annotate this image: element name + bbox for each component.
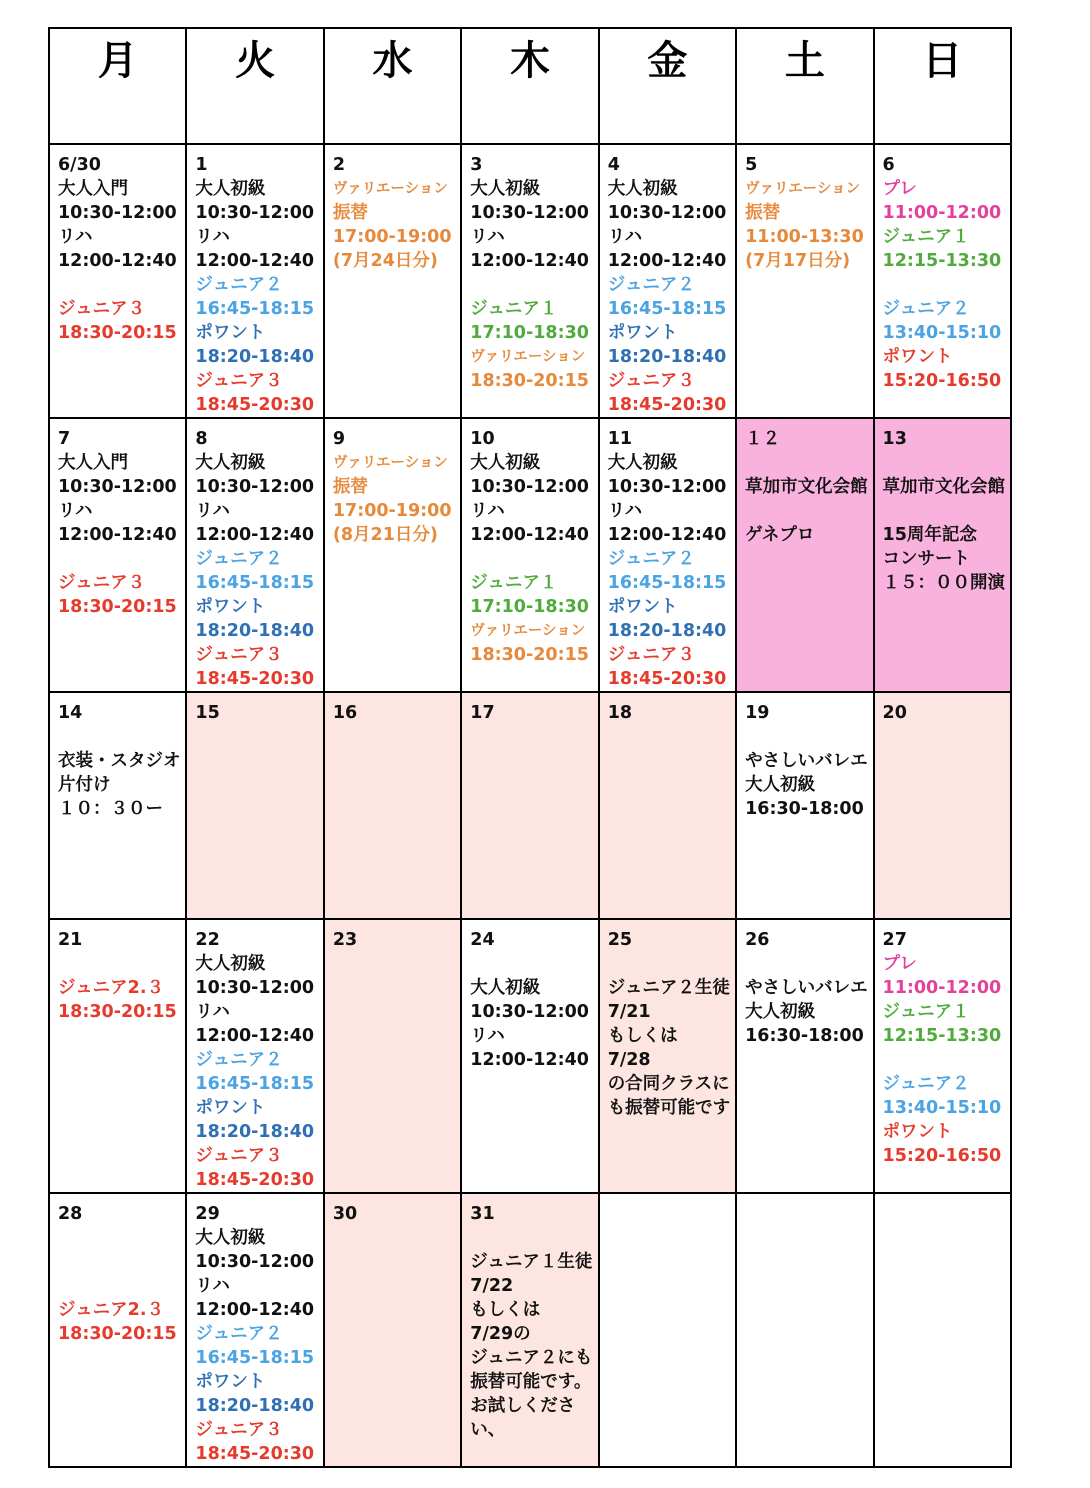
day-content xyxy=(50,419,185,619)
schedule-line: 草加市文化会館 xyxy=(745,477,868,497)
day-number: 20 xyxy=(882,703,907,723)
schedule-line: 17:00-19:00 xyxy=(332,501,452,521)
schedule-line: 7/28 xyxy=(607,1050,651,1070)
weekday-wed: 水 xyxy=(324,28,461,144)
schedule-line: 15周年記念 xyxy=(882,525,977,545)
day-content xyxy=(462,145,597,393)
day-content xyxy=(737,419,872,547)
schedule-line: 12:00-12:40 xyxy=(58,525,177,545)
schedule-line: プレ xyxy=(882,179,917,199)
schedule-line: 振替 xyxy=(332,477,368,497)
schedule-line: 17:10-18:30 xyxy=(470,323,589,343)
day-cell xyxy=(186,1193,323,1467)
schedule-line: 大人初級 xyxy=(745,775,816,795)
day-cell xyxy=(599,692,736,919)
schedule-line: 11:00-12:00 xyxy=(882,978,1002,998)
schedule-line: 18:30-20:15 xyxy=(470,645,589,665)
day-content xyxy=(325,920,460,952)
schedule-line xyxy=(58,273,185,297)
schedule-line: １０：３０ー xyxy=(58,799,163,819)
schedule-line xyxy=(608,952,735,976)
day-cell xyxy=(874,418,1011,692)
schedule-line: 12:00-12:40 xyxy=(607,251,727,271)
schedule-line: 大人初級 xyxy=(607,453,678,473)
schedule-line: ジュニア３ xyxy=(195,645,283,665)
schedule-line: ジュニア３ xyxy=(58,299,146,319)
week-row xyxy=(49,418,1011,692)
day-number: 19 xyxy=(745,703,770,723)
week-row xyxy=(49,1193,1011,1467)
day-number: 23 xyxy=(332,930,358,950)
schedule-line xyxy=(745,451,872,475)
schedule-line: ポワント xyxy=(882,1122,953,1142)
schedule-line: 7/22 xyxy=(470,1276,514,1296)
schedule-line: リハ xyxy=(470,227,505,247)
schedule-line: ポワント xyxy=(195,1098,266,1118)
day-content xyxy=(50,1194,185,1346)
day-content xyxy=(187,920,322,1192)
day-content xyxy=(462,920,597,1072)
week-row xyxy=(49,144,1011,418)
schedule-line: 10:30-12:00 xyxy=(470,203,589,223)
schedule-line: ジュニア２ xyxy=(195,1050,283,1070)
schedule-line: リハ xyxy=(470,1026,505,1046)
day-number: 30 xyxy=(332,1204,358,1224)
schedule-line: 12:00-12:40 xyxy=(607,525,727,545)
schedule-line: 18:30-20:15 xyxy=(58,1002,177,1022)
schedule-line: 10:30-12:00 xyxy=(607,477,727,497)
schedule-line xyxy=(470,952,597,976)
schedule-line: (8月21日分) xyxy=(332,525,438,545)
schedule-line: ポワント xyxy=(607,323,678,343)
schedule-line: リハ xyxy=(607,501,643,521)
schedule-line: 15:20-16:50 xyxy=(882,1146,1002,1166)
schedule-line: 12:15-13:30 xyxy=(882,251,1002,271)
schedule-line: ジュニア2.３ xyxy=(58,1300,164,1320)
schedule-line: (7月17日分) xyxy=(745,251,851,271)
day-number: 8 xyxy=(195,429,208,449)
day-content xyxy=(600,1194,735,1202)
schedule-line: 12:00-12:40 xyxy=(470,251,589,271)
day-number: 11 xyxy=(607,429,633,449)
day-number: 4 xyxy=(607,155,620,175)
day-cell xyxy=(599,418,736,692)
week-row xyxy=(49,919,1011,1193)
day-cell xyxy=(49,1193,186,1467)
day-content xyxy=(875,920,1010,1168)
day-number: 26 xyxy=(745,930,770,950)
schedule-line xyxy=(58,547,185,571)
day-content xyxy=(50,145,185,345)
day-content xyxy=(875,693,1010,725)
day-number: １２ xyxy=(745,429,781,449)
day-cell xyxy=(599,919,736,1193)
day-number: 1 xyxy=(195,155,208,175)
day-content xyxy=(50,693,185,821)
day-cell xyxy=(324,418,461,692)
day-content xyxy=(462,693,597,725)
schedule-line: 12:00-12:40 xyxy=(470,1050,589,1070)
schedule-line: ジュニア２ xyxy=(195,549,283,569)
day-cell xyxy=(874,692,1011,919)
schedule-line: もしくは xyxy=(607,1026,678,1046)
week-row xyxy=(49,692,1011,919)
schedule-line xyxy=(58,952,185,976)
schedule-line: 18:45-20:30 xyxy=(195,669,315,689)
day-content xyxy=(737,693,872,821)
day-content xyxy=(875,1194,1010,1202)
schedule-line: 10:30-12:00 xyxy=(607,203,727,223)
day-number: 3 xyxy=(470,155,483,175)
schedule-line: 11:00-13:30 xyxy=(745,227,864,247)
day-content xyxy=(325,1194,460,1226)
day-content xyxy=(737,1194,872,1202)
day-content xyxy=(187,145,322,417)
schedule-line: コンサート xyxy=(882,549,971,569)
schedule-line xyxy=(745,725,872,749)
schedule-line: 大人初級 xyxy=(607,179,678,199)
schedule-line: ヴァリエーション xyxy=(745,181,861,197)
schedule-line: リハ xyxy=(195,227,230,247)
schedule-line: 7/21 xyxy=(607,1002,651,1022)
day-number: 17 xyxy=(470,703,495,723)
day-cell xyxy=(599,1193,736,1467)
day-content xyxy=(875,145,1010,393)
schedule-line xyxy=(470,1226,597,1250)
schedule-line: ジュニア１生徒 xyxy=(470,1252,593,1272)
weekday-mon: 月 xyxy=(49,28,186,144)
schedule-line: 18:30-20:15 xyxy=(470,371,589,391)
day-number: 9 xyxy=(332,429,346,449)
schedule-line: ジュニア２ xyxy=(882,299,970,319)
schedule-line xyxy=(58,1226,185,1250)
day-number: 13 xyxy=(882,429,907,449)
day-cell xyxy=(461,418,598,692)
schedule-line: 16:45-18:15 xyxy=(195,1074,315,1094)
schedule-line: ジュニア３ xyxy=(195,1420,283,1440)
weekday-header-row xyxy=(49,28,1011,144)
day-number: 5 xyxy=(745,155,758,175)
day-number: 7 xyxy=(58,429,71,449)
schedule-line: ジュニア２生徒 xyxy=(607,978,730,998)
schedule-line: 16:45-18:15 xyxy=(607,573,727,593)
schedule-line: ヴァリエーション xyxy=(332,455,448,471)
schedule-line: 18:45-20:30 xyxy=(195,1444,315,1464)
schedule-line: 16:45-18:15 xyxy=(195,573,315,593)
schedule-line: ヴァリエーション xyxy=(470,623,586,639)
schedule-line: 10:30-12:00 xyxy=(195,978,315,998)
schedule-line: ジュニア２ xyxy=(882,1074,970,1094)
schedule-line: 草加市文化会館 xyxy=(882,477,1006,497)
schedule-line: ヴァリエーション xyxy=(332,181,448,197)
schedule-line xyxy=(58,1274,185,1298)
schedule-line: リハ xyxy=(58,227,93,247)
day-content xyxy=(600,145,735,417)
schedule-line: ジュニア２にも xyxy=(470,1348,593,1368)
schedule-line: 大人入門 xyxy=(58,179,128,199)
schedule-line: リハ xyxy=(58,501,93,521)
day-cell xyxy=(461,1193,598,1467)
day-content xyxy=(325,145,460,273)
day-content xyxy=(462,419,597,667)
schedule-line: 16:45-18:15 xyxy=(607,299,727,319)
schedule-line: 大人初級 xyxy=(745,1002,816,1022)
schedule-line: 18:20-18:40 xyxy=(607,621,727,641)
schedule-line xyxy=(883,451,1010,475)
schedule-line: 11:00-12:00 xyxy=(882,203,1002,223)
schedule-line: 12:00-12:40 xyxy=(195,251,315,271)
day-content xyxy=(737,920,872,1048)
day-number: 14 xyxy=(58,703,83,723)
schedule-line: 振替可能です。 xyxy=(470,1372,592,1392)
schedule-line xyxy=(745,499,872,523)
day-cell xyxy=(324,144,461,418)
schedule-line: 12:15-13:30 xyxy=(882,1026,1002,1046)
day-cell xyxy=(186,692,323,919)
day-cell xyxy=(186,418,323,692)
schedule-line: 大人初級 xyxy=(470,453,541,473)
schedule-line: 大人初級 xyxy=(470,179,541,199)
day-content xyxy=(462,1194,597,1442)
day-cell xyxy=(49,692,186,919)
schedule-line: ジュニア３ xyxy=(195,1146,283,1166)
schedule-line: ヴァリエーション xyxy=(470,349,586,365)
schedule-line: 大人初級 xyxy=(195,453,266,473)
day-number: 21 xyxy=(58,930,83,950)
day-number: 27 xyxy=(882,930,907,950)
schedule-line: い、 xyxy=(470,1420,506,1440)
schedule-line: 18:45-20:30 xyxy=(607,669,727,689)
schedule-line: 大人入門 xyxy=(58,453,128,473)
schedule-line: 12:00-12:40 xyxy=(195,525,315,545)
schedule-line: ジュニア１ xyxy=(882,227,970,247)
day-content xyxy=(187,419,322,691)
schedule-line: お試しくださ xyxy=(470,1396,576,1416)
schedule-line: ジュニア2.３ xyxy=(58,978,164,998)
schedule-line: 18:30-20:15 xyxy=(58,597,177,617)
schedule-line: 18:20-18:40 xyxy=(195,1122,315,1142)
day-content xyxy=(50,920,185,1024)
schedule-line: ジュニア２ xyxy=(607,275,695,295)
day-content xyxy=(737,145,872,273)
day-number: 29 xyxy=(195,1204,220,1224)
schedule-line: ゲネプロ xyxy=(745,525,815,545)
schedule-line: 10:30-12:00 xyxy=(195,203,315,223)
schedule-line: 衣装・スタジオ xyxy=(58,751,181,771)
schedule-line: ジュニア２ xyxy=(195,1324,283,1344)
day-cell xyxy=(186,144,323,418)
schedule-line: 13:40-15:10 xyxy=(882,323,1002,343)
day-cell xyxy=(324,1193,461,1467)
schedule-line: ジュニア３ xyxy=(58,573,146,593)
schedule-line: 振替 xyxy=(745,203,781,223)
day-cell xyxy=(874,1193,1011,1467)
schedule-line: ポワント xyxy=(195,597,266,617)
schedule-line: リハ xyxy=(607,227,643,247)
schedule-line: 18:30-20:15 xyxy=(58,323,177,343)
schedule-line xyxy=(470,547,597,571)
schedule-line: ジュニア１ xyxy=(882,1002,970,1022)
schedule-line: 18:20-18:40 xyxy=(195,1396,315,1416)
schedule-line: ポワント xyxy=(882,347,953,367)
schedule-line: 10:30-12:00 xyxy=(470,477,589,497)
day-content xyxy=(187,693,322,725)
day-cell xyxy=(49,418,186,692)
schedule-line: 12:00-12:40 xyxy=(58,251,177,271)
day-number: 28 xyxy=(58,1204,83,1224)
schedule-line: 16:45-18:15 xyxy=(195,1348,315,1368)
schedule-line: 18:45-20:30 xyxy=(607,395,727,415)
day-cell xyxy=(874,919,1011,1193)
schedule-line: 18:30-20:15 xyxy=(58,1324,177,1344)
schedule-line: リハ xyxy=(195,1276,230,1296)
schedule-line: もしくは xyxy=(470,1300,541,1320)
day-content xyxy=(187,1194,322,1466)
day-content xyxy=(325,419,460,547)
schedule-line: 15:20-16:50 xyxy=(882,371,1002,391)
weekday-fri: 金 xyxy=(599,28,736,144)
schedule-line xyxy=(883,273,1010,297)
day-content xyxy=(600,920,735,1120)
schedule-line: 16:45-18:15 xyxy=(195,299,315,319)
schedule-line: リハ xyxy=(470,501,505,521)
schedule-line: ポワント xyxy=(607,597,678,617)
schedule-line: 片付け xyxy=(58,775,111,795)
day-number: 31 xyxy=(470,1204,495,1224)
day-cell xyxy=(599,144,736,418)
schedule-line: ジュニア３ xyxy=(607,371,695,391)
day-number: 22 xyxy=(195,930,220,950)
schedule-line: 18:45-20:30 xyxy=(195,1170,315,1190)
schedule-line: ジュニア２ xyxy=(607,549,695,569)
schedule-line: 13:40-15:10 xyxy=(882,1098,1002,1118)
schedule-line: 大人初級 xyxy=(195,1228,266,1248)
day-number: 24 xyxy=(470,930,495,950)
schedule-line: 7/29の xyxy=(470,1324,531,1344)
schedule-line: 10:30-12:00 xyxy=(58,203,177,223)
schedule-line: １５：００開演 xyxy=(882,573,1006,593)
day-cell xyxy=(736,919,873,1193)
schedule-line: 18:20-18:40 xyxy=(607,347,727,367)
schedule-line: 17:00-19:00 xyxy=(332,227,452,247)
weekday-sun: 日 xyxy=(874,28,1011,144)
day-number: 15 xyxy=(195,703,220,723)
schedule-line: 18:20-18:40 xyxy=(195,621,315,641)
schedule-line: の合同クラスに xyxy=(607,1074,730,1094)
day-cell xyxy=(736,692,873,919)
day-cell xyxy=(324,919,461,1193)
schedule-line: 10:30-12:00 xyxy=(195,477,315,497)
schedule-line xyxy=(883,1048,1010,1072)
day-number: 6/30 xyxy=(58,155,101,175)
day-cell xyxy=(736,418,873,692)
day-cell xyxy=(461,692,598,919)
schedule-line: ジュニア１ xyxy=(470,573,558,593)
schedule-line: リハ xyxy=(195,501,230,521)
schedule-line xyxy=(883,499,1010,523)
schedule-line: プレ xyxy=(882,954,917,974)
day-number: 10 xyxy=(470,429,495,449)
calendar-table xyxy=(48,27,1012,1468)
schedule-line: ジュニア１ xyxy=(470,299,558,319)
schedule-line: 大人初級 xyxy=(195,954,266,974)
schedule-line: 大人初級 xyxy=(195,179,266,199)
day-cell xyxy=(874,144,1011,418)
schedule-line: も振替可能です xyxy=(607,1098,731,1118)
day-cell xyxy=(49,919,186,1193)
day-content xyxy=(600,419,735,691)
day-number: 18 xyxy=(607,703,633,723)
weekday-sat: 土 xyxy=(736,28,873,144)
day-cell xyxy=(736,144,873,418)
schedule-line: ジュニア３ xyxy=(195,371,283,391)
weekday-thu: 木 xyxy=(461,28,598,144)
schedule-line: ジュニア３ xyxy=(607,645,695,665)
weekday-tue: 火 xyxy=(186,28,323,144)
schedule-line: 振替 xyxy=(332,203,368,223)
day-cell xyxy=(49,144,186,418)
schedule-line xyxy=(58,1250,185,1274)
schedule-line: やさしいバレエ xyxy=(745,751,868,771)
schedule-line: 18:45-20:30 xyxy=(195,395,315,415)
day-cell xyxy=(461,144,598,418)
schedule-line: 12:00-12:40 xyxy=(470,525,589,545)
schedule-line xyxy=(745,952,872,976)
schedule-line: リハ xyxy=(195,1002,230,1022)
schedule-line: ジュニア２ xyxy=(195,275,283,295)
calendar-body xyxy=(49,144,1011,1467)
schedule-line xyxy=(58,725,185,749)
schedule-line: 16:30-18:00 xyxy=(745,1026,864,1046)
day-cell xyxy=(461,919,598,1193)
schedule-line: 10:30-12:00 xyxy=(470,1002,589,1022)
day-number: 16 xyxy=(332,703,358,723)
calendar xyxy=(48,27,1012,1464)
day-number: 6 xyxy=(882,155,895,175)
schedule-line: (7月24日分) xyxy=(332,251,438,271)
schedule-line: 12:00-12:40 xyxy=(195,1026,315,1046)
day-number: 25 xyxy=(607,930,633,950)
schedule-line: 12:00-12:40 xyxy=(195,1300,315,1320)
schedule-line: やさしいバレエ xyxy=(745,978,868,998)
day-number: 2 xyxy=(332,155,346,175)
day-content xyxy=(325,693,460,725)
schedule-line: ポワント xyxy=(195,1372,266,1392)
day-cell xyxy=(186,919,323,1193)
schedule-line: 16:30-18:00 xyxy=(745,799,864,819)
day-content xyxy=(600,693,735,725)
schedule-line: 大人初級 xyxy=(470,978,541,998)
day-cell xyxy=(736,1193,873,1467)
schedule-line xyxy=(470,273,597,297)
schedule-line: ポワント xyxy=(195,323,266,343)
schedule-line: 10:30-12:00 xyxy=(195,1252,315,1272)
schedule-line: 10:30-12:00 xyxy=(58,477,177,497)
day-content xyxy=(875,419,1010,595)
day-cell xyxy=(324,692,461,919)
schedule-line: 17:10-18:30 xyxy=(470,597,589,617)
schedule-line: 18:20-18:40 xyxy=(195,347,315,367)
